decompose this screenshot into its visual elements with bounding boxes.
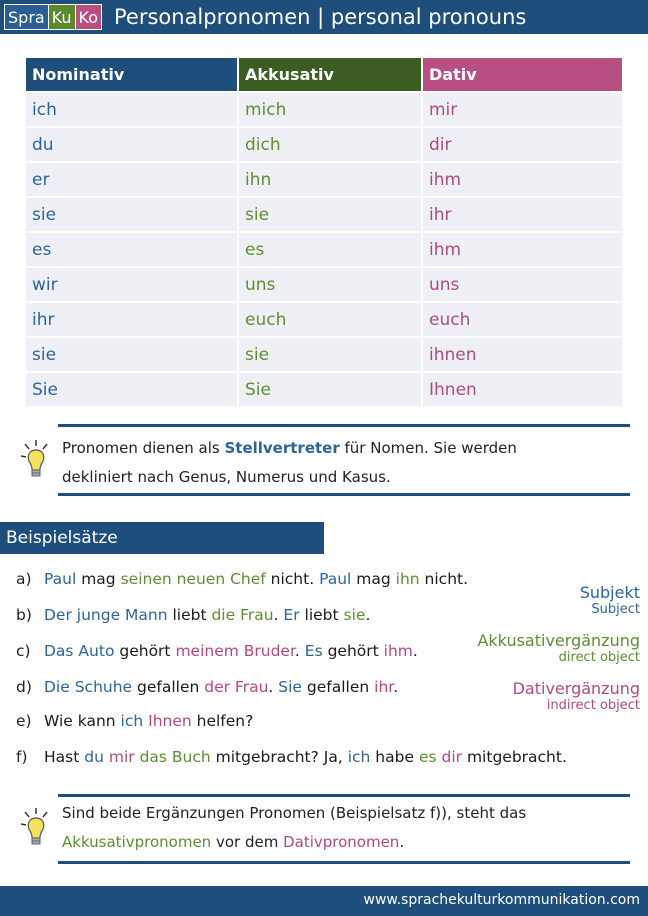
cell-nominativ: sie: [26, 336, 237, 371]
logo-part-spra: Spra: [4, 4, 49, 30]
cell-akkusativ: dich: [239, 126, 421, 161]
akkusativ-phrase: sie: [343, 606, 366, 624]
cell-nominativ: es: [26, 231, 237, 266]
example-label: e): [16, 712, 32, 730]
example-sentence-f: [16, 748, 567, 766]
dativ-phrase: ihm: [383, 642, 413, 660]
sentence-text: .: [294, 642, 305, 660]
footer-url: www.sprachekulturkommunikation.com: [363, 892, 640, 908]
cell-dativ: uns: [423, 266, 622, 301]
subject-phrase: Paul: [44, 570, 77, 588]
table-row: [26, 231, 622, 266]
dativ-phrase: dir: [441, 748, 463, 766]
example-sentence-e: [16, 712, 253, 730]
subject-phrase: Das Auto: [44, 642, 115, 660]
example-label: a): [16, 570, 32, 588]
subject-phrase: Paul: [319, 570, 352, 588]
sentence-text: .: [268, 678, 279, 696]
cell-nominativ: sie: [26, 196, 237, 231]
table-row: [26, 161, 622, 196]
cell-akkusativ: uns: [239, 266, 421, 301]
header-bar: [0, 0, 648, 34]
cell-nominativ: du: [26, 126, 237, 161]
sentence-text: gefallen: [132, 678, 205, 696]
sentence-text: nicht.: [265, 570, 320, 588]
sentence-text: Hast: [44, 748, 85, 766]
cell-nominativ: ihr: [26, 301, 237, 336]
akkusativ-phrase: die Frau: [211, 606, 274, 624]
subject-phrase: Der junge Mann: [44, 606, 168, 624]
sentence-text: .: [365, 606, 371, 624]
example-sentence-b: [16, 606, 370, 624]
cell-dativ: ihm: [423, 231, 622, 266]
sentence-text: mag: [351, 570, 396, 588]
table-row: [26, 266, 622, 301]
table-header-row: [26, 58, 622, 91]
sentence-text: liebt: [167, 606, 212, 624]
tip-rule-bottom: [58, 861, 630, 864]
tip-text-post: für Nomen. Sie werden: [339, 439, 517, 457]
legend-dativ-en: indirect object: [546, 698, 640, 713]
subject-phrase: ich: [120, 712, 144, 730]
tip-text-mid: vor dem: [211, 833, 284, 851]
sentence-text: liebt: [299, 606, 344, 624]
sentence-text: helfen?: [191, 712, 254, 730]
dativ-phrase: mir: [108, 748, 135, 766]
table-row: [26, 336, 622, 371]
sentence-text: mitgebracht? Ja,: [210, 748, 348, 766]
cell-dativ: ihr: [423, 196, 622, 231]
sentence-text: gehört: [322, 642, 384, 660]
cell-dativ: mir: [423, 91, 622, 126]
subject-phrase: Sie: [278, 678, 302, 696]
example-label: d): [16, 678, 32, 696]
cell-dativ: euch: [423, 301, 622, 336]
tip-text: [62, 799, 620, 857]
cell-dativ: ihm: [423, 161, 622, 196]
akkusativ-phrase: es: [418, 748, 437, 766]
legend-akkusativ: Akkusativergänzung: [477, 631, 640, 650]
dativ-phrase: meinem Bruder: [175, 642, 295, 660]
subject-phrase: ich: [347, 748, 371, 766]
sentence-text: .: [393, 678, 399, 696]
legend-akkusativ-en: direct object: [558, 650, 640, 665]
sentence-text: gefallen: [301, 678, 375, 696]
logo-part-ku: Ku: [49, 4, 75, 30]
subject-phrase: Er: [283, 606, 300, 624]
cell-dativ: ihnen: [423, 336, 622, 371]
cell-akkusativ: euch: [239, 301, 421, 336]
section-header-beispielsaetze: Beispielsätze: [0, 522, 324, 554]
sentence-text: Wie kann: [44, 712, 121, 730]
tip-text-line1: Sind beide Ergänzungen Pronomen (Beispielsatz f)), steht das: [62, 804, 527, 822]
header-akkusativ: Akkusativ: [239, 58, 421, 91]
cell-akkusativ: mich: [239, 91, 421, 126]
sentence-text: mag: [76, 570, 121, 588]
table-row: [26, 196, 622, 231]
footer-bar: [0, 886, 648, 916]
tip-text-pre: Pronomen dienen als: [62, 439, 225, 457]
example-sentence-a: [16, 570, 468, 588]
cell-dativ: dir: [423, 126, 622, 161]
tip-box-declension: [18, 424, 630, 496]
dativ-phrase: ihr: [374, 678, 394, 696]
cell-nominativ: wir: [26, 266, 237, 301]
tip-keyword-stellvertreter: Stellvertreter: [224, 439, 340, 457]
tip-keyword-dativpronomen: Dativpronomen: [283, 833, 400, 851]
sentence-text: nicht.: [419, 570, 469, 588]
example-label: b): [16, 606, 32, 624]
cell-nominativ: er: [26, 161, 237, 196]
sentence-text: gehört: [114, 642, 176, 660]
sentence-text: .: [273, 606, 284, 624]
cell-nominativ: Sie: [26, 371, 237, 406]
tip-keyword-akkusativpronomen: Akkusativpronomen: [62, 833, 212, 851]
cell-akkusativ: Sie: [239, 371, 421, 406]
cell-dativ: Ihnen: [423, 371, 622, 406]
subject-phrase: Es: [304, 642, 323, 660]
legend-subject-en: Subject: [591, 602, 640, 617]
logo-part-ko: Ko: [75, 4, 102, 30]
example-label: c): [16, 642, 31, 660]
legend: [477, 583, 640, 713]
header-dativ: Dativ: [423, 58, 622, 91]
tip-text-line2: dekliniert nach Genus, Numerus und Kasus.: [62, 468, 391, 486]
tip-rule-top: [58, 424, 630, 427]
sentence-text: mitgebracht.: [462, 748, 567, 766]
header-nominativ: Nominativ: [26, 58, 237, 91]
table-row: [26, 91, 622, 126]
dativ-phrase: Ihnen: [148, 712, 192, 730]
example-sentence-c: [16, 642, 418, 660]
tip-text-end: .: [399, 833, 405, 851]
cell-nominativ: ich: [26, 91, 237, 126]
logo: [4, 4, 102, 30]
pronoun-table: [24, 58, 624, 406]
example-label: f): [16, 748, 28, 766]
example-sentence-d: [16, 678, 398, 696]
akkusativ-phrase: seinen neuen Chef: [120, 570, 266, 588]
cell-akkusativ: sie: [239, 336, 421, 371]
akkusativ-phrase: ihn: [395, 570, 420, 588]
cell-akkusativ: sie: [239, 196, 421, 231]
lightbulb-icon: [18, 806, 52, 850]
sentence-text: .: [412, 642, 418, 660]
dativ-phrase: der Frau: [204, 678, 269, 696]
tip-rule-top: [58, 794, 630, 797]
lightbulb-icon: [18, 438, 52, 482]
sentence-text: habe: [370, 748, 419, 766]
tip-text: [62, 434, 620, 492]
akkusativ-phrase: das Buch: [139, 748, 211, 766]
table-row: [26, 126, 622, 161]
legend-dativ: Dativergänzung: [512, 679, 640, 698]
table-row: [26, 371, 622, 406]
tip-rule-bottom: [58, 493, 630, 496]
table-row: [26, 301, 622, 336]
cell-akkusativ: ihn: [239, 161, 421, 196]
page-title: Personalpronomen | personal pronouns: [114, 5, 527, 29]
subject-phrase: Die Schuhe: [44, 678, 133, 696]
cell-akkusativ: es: [239, 231, 421, 266]
subject-phrase: du: [84, 748, 104, 766]
tip-box-order: [18, 794, 630, 864]
legend-subject: Subjekt: [579, 583, 640, 602]
